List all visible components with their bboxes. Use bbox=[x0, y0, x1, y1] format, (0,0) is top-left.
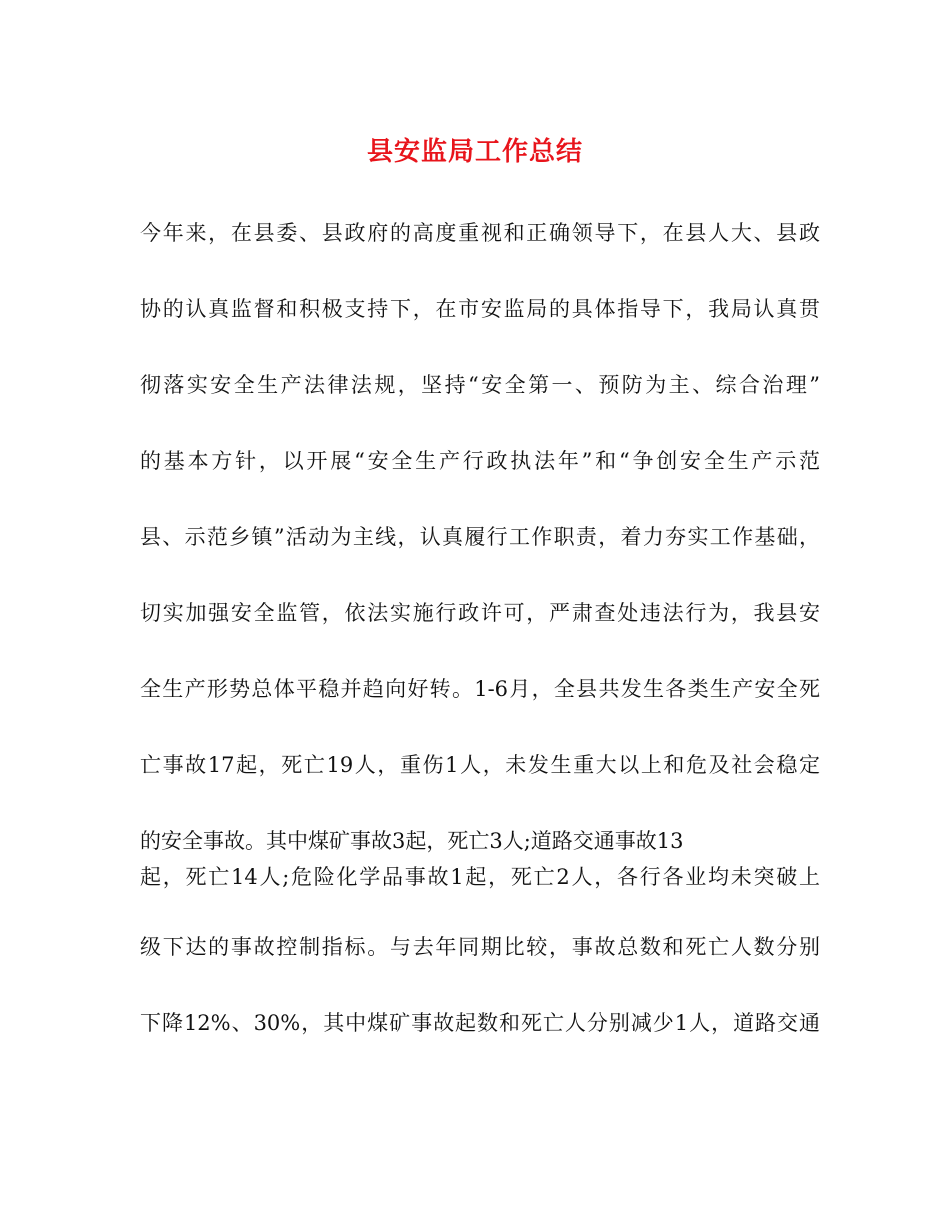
body-line: 级下达的事故控制指标。与去年同期比较，事故总数和死亡人数分别 bbox=[140, 935, 820, 959]
body-line: 的安全事故。其中煤矿事故3起，死亡3人;道路交通事故13 bbox=[140, 829, 684, 853]
body-line: 亡事故17起，死亡19人，重伤1人，未发生重大以上和危及社会稳定 bbox=[140, 753, 820, 777]
body-line: 起，死亡14人;危险化学品事故1起，死亡2人，各行各业均未突破上 bbox=[140, 865, 820, 889]
body-line: 下降12%、30%，其中煤矿事故起数和死亡人分别减少1人，道路交通 bbox=[140, 1011, 820, 1035]
body-line: 县、示范乡镇”活动为主线，认真履行工作职责，着力夯实工作基础， bbox=[140, 525, 820, 549]
body-line: 的基本方针，以开展“安全生产行政执法年”和“争创安全生产示范 bbox=[140, 449, 820, 473]
body-line: 彻落实安全生产法律法规，坚持“安全第一、预防为主、综合治理” bbox=[140, 373, 820, 397]
document-title: 县安监局工作总结 bbox=[366, 137, 583, 167]
body-line: 协的认真监督和积极支持下，在市安监局的具体指导下，我局认真贯 bbox=[140, 297, 820, 321]
body-line: 全生产形势总体平稳并趋向好转。1-6月，全县共发生各类生产安全死 bbox=[140, 677, 820, 701]
body-line: 今年来，在县委、县政府的高度重视和正确领导下，在县人大、县政 bbox=[140, 221, 820, 245]
body-line: 切实加强安全监管，依法实施行政许可，严肃查处违法行为，我县安 bbox=[140, 601, 820, 625]
